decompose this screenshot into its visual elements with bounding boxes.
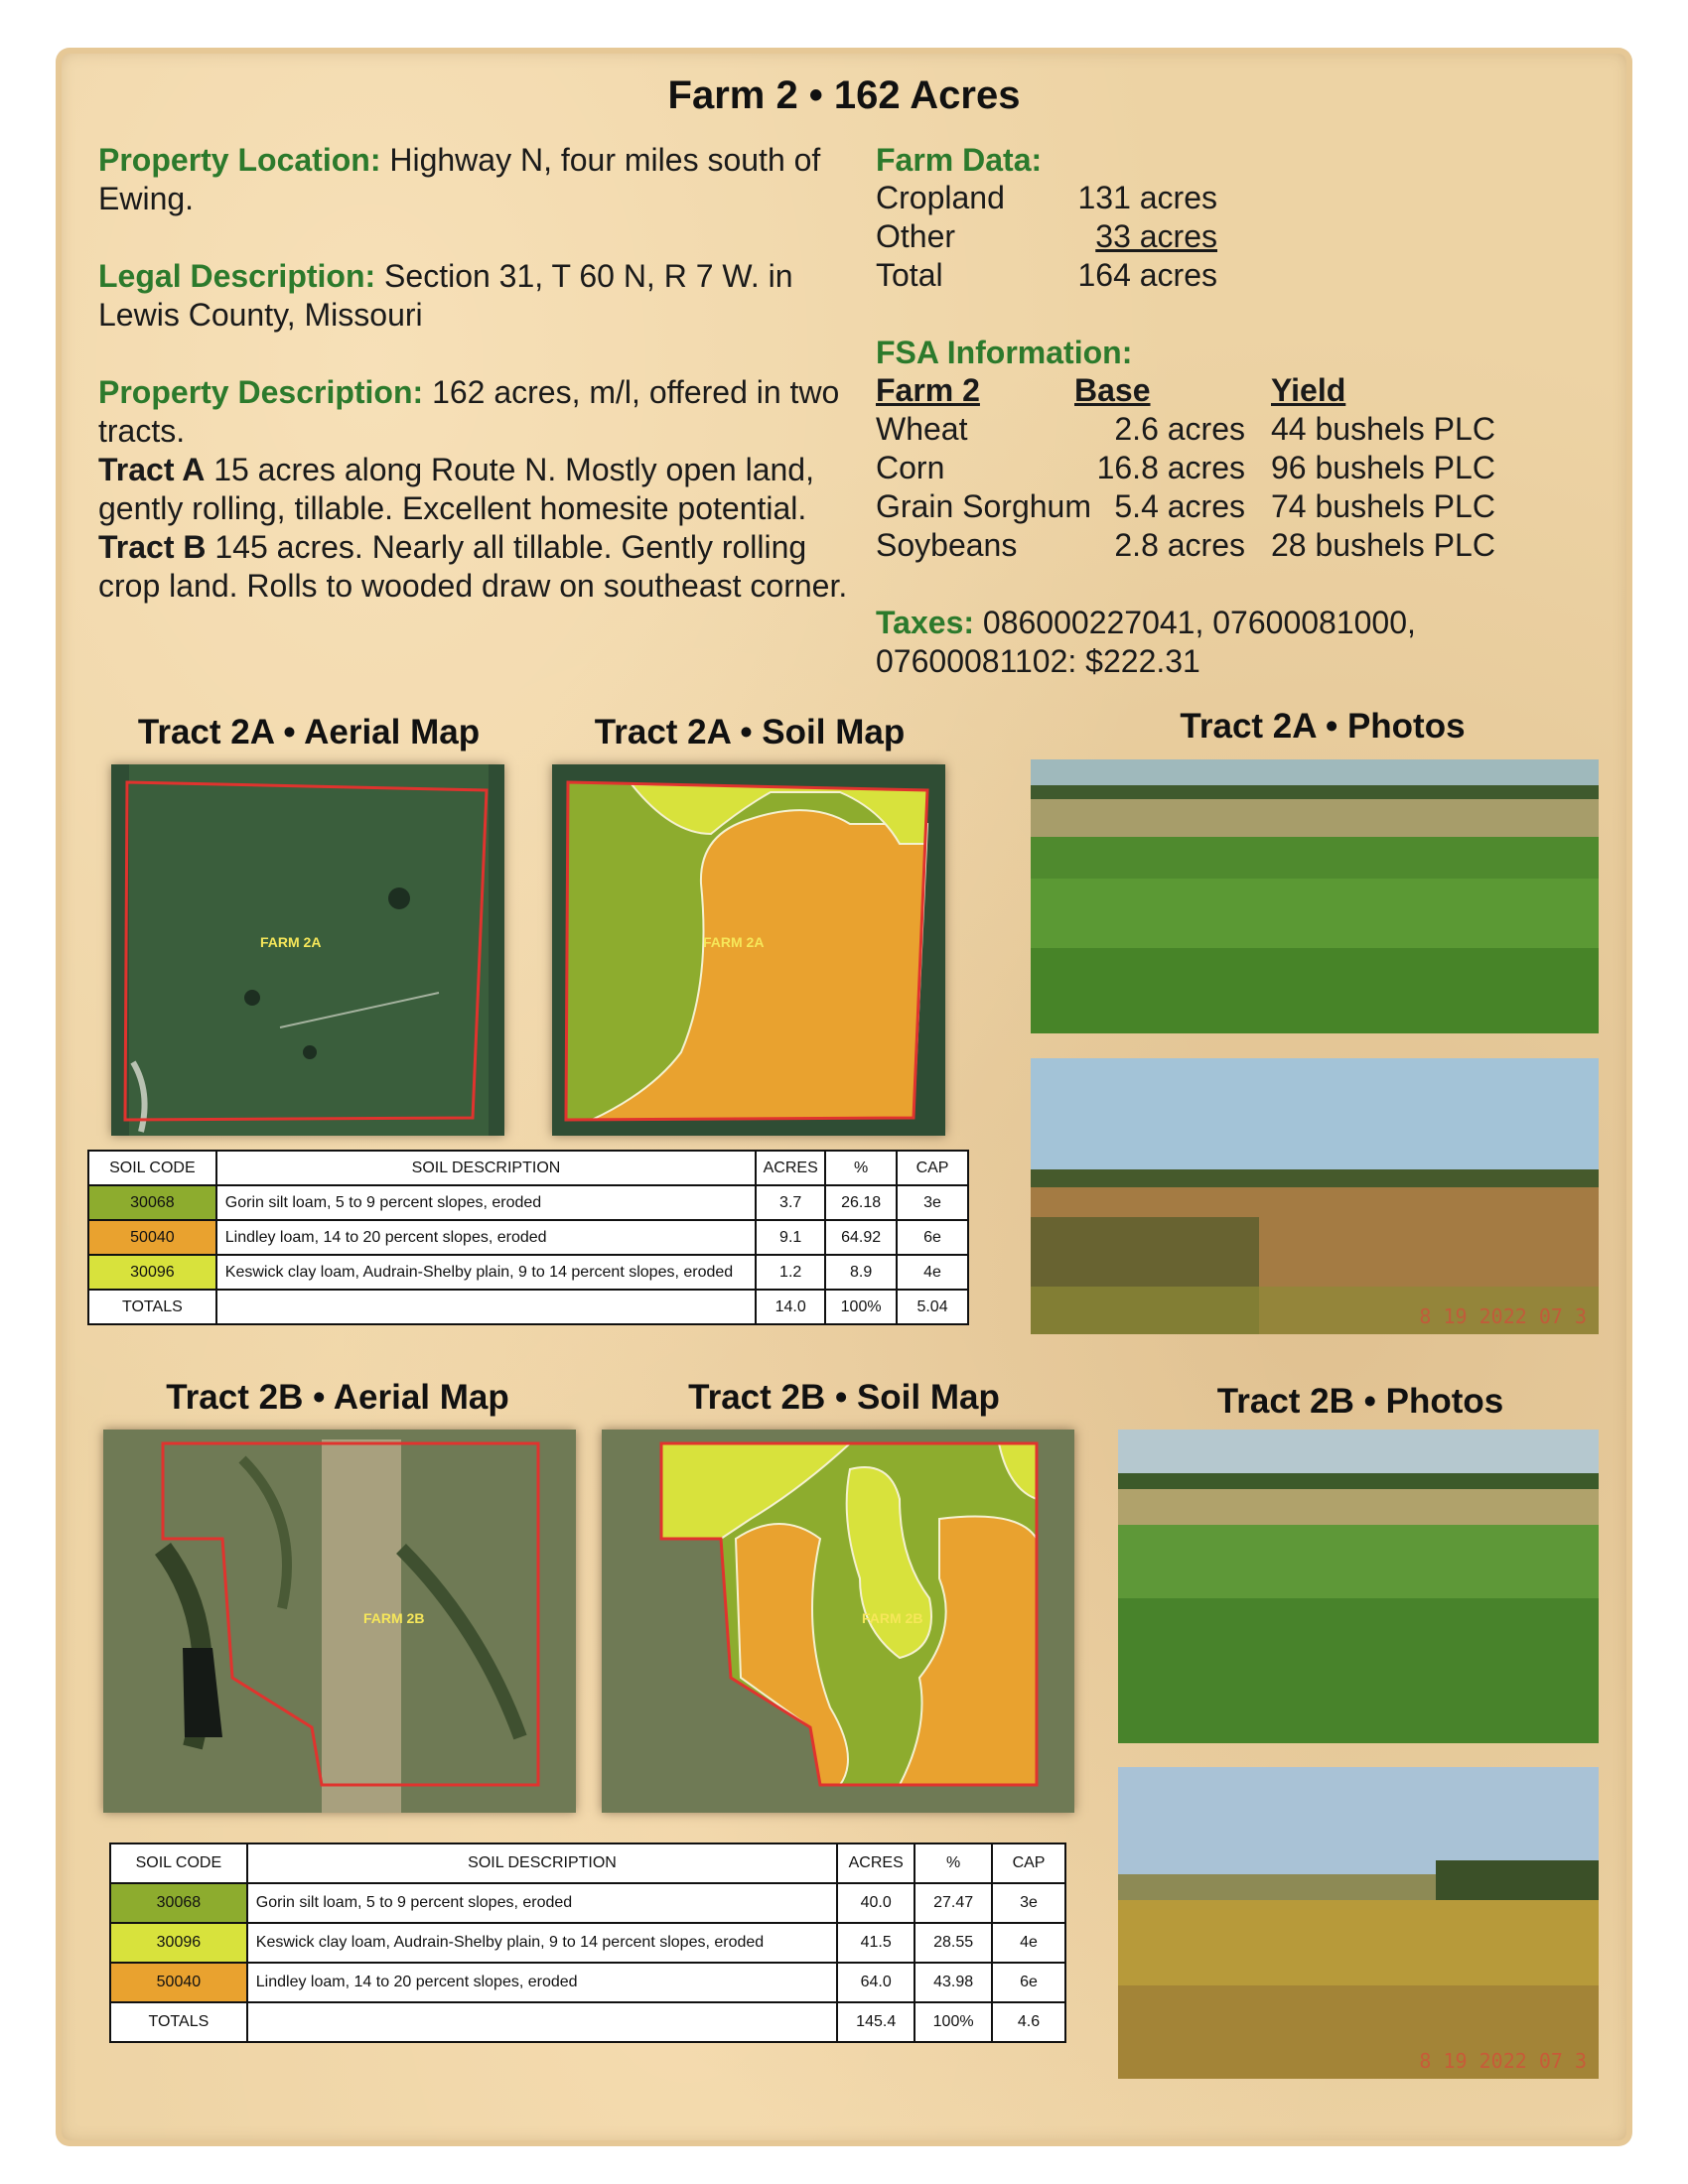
totals-percent: 100% [825, 1290, 897, 1324]
tract-2b-aerial-title: Tract 2B • Aerial Map [166, 1378, 509, 1417]
tract-2a-photo-2-image [1031, 1058, 1599, 1334]
fsa-yield: 44 bushels PLC [1271, 411, 1495, 447]
percent-cell: 8.9 [825, 1255, 897, 1290]
acres-cell: 40.0 [837, 1883, 914, 1923]
soil-description-cell: Lindley loam, 14 to 20 percent slopes, eroded [216, 1220, 756, 1255]
soil-code-cell: 30096 [88, 1255, 216, 1290]
fsa-yield: 28 bushels PLC [1271, 527, 1495, 563]
header-percent: % [914, 1843, 992, 1883]
tract-2a-photos-title: Tract 2A • Photos [1180, 707, 1466, 746]
tract-2a-soil-title: Tract 2A • Soil Map [594, 713, 906, 751]
table-header-row [88, 1151, 968, 1185]
tract-2a-photo-2 [1031, 1058, 1599, 1334]
fsa-crop: Wheat [876, 411, 968, 447]
tract-2a-aerial-title: Tract 2A • Aerial Map [137, 713, 481, 751]
fsa-crop: Soybeans [876, 527, 1018, 563]
acres-cell: 9.1 [756, 1220, 825, 1255]
header-soil-description: SOIL DESCRIPTION [216, 1151, 756, 1185]
totals-label: TOTALS [110, 2002, 247, 2042]
farm-data-name: Cropland [876, 180, 1005, 215]
fsa-base: 5.4 acres [1114, 488, 1245, 524]
percent-cell: 28.55 [914, 1923, 992, 1963]
header-acres: ACRES [837, 1843, 914, 1883]
totals-percent: 100% [914, 2002, 992, 2042]
acres-cell: 41.5 [837, 1923, 914, 1963]
farm-data-value: 33 acres [1095, 218, 1217, 254]
percent-cell: 26.18 [825, 1185, 897, 1220]
soil-description-cell: Gorin silt loam, 5 to 9 percent slopes, eroded [216, 1185, 756, 1220]
farm-2a-aerial-label: FARM 2A [260, 934, 322, 950]
photo-date-stamp: 8 19 2022 07 3 [1419, 2049, 1587, 2073]
header-cap: CAP [992, 1843, 1065, 1883]
totals-row [110, 2002, 1065, 2042]
totals-blank [216, 1290, 756, 1324]
tract-2b-photos-title: Tract 2B • Photos [1216, 1382, 1504, 1421]
farm-data-value: 131 acres [1077, 180, 1217, 215]
fsa-heading: FSA Information: [876, 335, 1133, 370]
tract-2b-soil-title: Tract 2B • Soil Map [688, 1378, 1000, 1417]
tract-b-description: Tract B 145 acres. Nearly all tillable. Gently rolling crop land. Rolls to wooded draw on southeast corner. [98, 529, 848, 604]
farm-2a-soil-label: FARM 2A [703, 934, 765, 950]
tract-a-description: Tract A 15 acres along Route N. Mostly open land, gently rolling, tillable. Excellent homesite potential. [98, 452, 814, 526]
tract-2b-soil-table [109, 1843, 1066, 2043]
totals-label: TOTALS [88, 1290, 216, 1324]
soil-code-cell: 50040 [110, 1963, 247, 2002]
totals-cap: 4.6 [992, 2002, 1065, 2042]
fsa-header: Farm 2 [876, 372, 980, 408]
totals-blank [247, 2002, 837, 2042]
tract-2b-photo-2-image [1118, 1767, 1599, 2079]
totals-cap: 5.04 [897, 1290, 968, 1324]
cap-cell: 6e [992, 1963, 1065, 2002]
percent-cell: 64.92 [825, 1220, 897, 1255]
left-column [98, 141, 853, 606]
soil-description-cell: Keswick clay loam, Audrain-Shelby plain, 9 to 14 percent slopes, eroded [216, 1255, 756, 1290]
fsa-base: 2.6 acres [1114, 411, 1245, 447]
table-row [88, 1255, 968, 1290]
legal-description: Legal Description: Section 31, T 60 N, R 7 W. in Lewis County, Missouri [98, 258, 793, 333]
table-row [88, 1220, 968, 1255]
farm-data-name: Total [876, 257, 943, 293]
totals-row [88, 1290, 968, 1324]
fsa-header: Yield [1271, 372, 1346, 408]
fsa-crop: Grain Sorghum [876, 488, 1091, 524]
fsa-yield: 74 bushels PLC [1271, 488, 1495, 524]
tract-2b-photo-1 [1118, 1430, 1599, 1743]
farm-data-name: Other [876, 218, 956, 254]
header-percent: % [825, 1151, 897, 1185]
page-title: Farm 2 • 162 Acres [667, 73, 1021, 117]
property-location: Property Location: Highway N, four miles south of Ewing. [98, 142, 821, 216]
fsa-base: 2.8 acres [1114, 527, 1245, 563]
soil-code-cell: 30096 [110, 1923, 247, 1963]
acres-cell: 3.7 [756, 1185, 825, 1220]
soil-code-cell: 30068 [88, 1185, 216, 1220]
soil-description-cell: Keswick clay loam, Audrain-Shelby plain, 9 to 14 percent slopes, eroded [247, 1923, 837, 1963]
table-header-row [110, 1843, 1065, 1883]
soil-description-cell: Gorin silt loam, 5 to 9 percent slopes, eroded [247, 1883, 837, 1923]
tract-2a-aerial-map [111, 764, 504, 1136]
tract-2b-soil-map [602, 1430, 1074, 1813]
farm-data-heading: Farm Data: [876, 142, 1043, 178]
fsa-base: 16.8 acres [1096, 450, 1245, 485]
tract-2b-photo-1-image [1118, 1430, 1599, 1743]
percent-cell: 27.47 [914, 1883, 992, 1923]
farm-2b-aerial-label: FARM 2B [363, 1610, 425, 1626]
taxes: Taxes: 086000227041, 07600081000, 07600081102: $222.31 [876, 605, 1416, 679]
cap-cell: 6e [897, 1220, 968, 1255]
cap-cell: 3e [992, 1883, 1065, 1923]
cap-cell: 4e [992, 1923, 1065, 1963]
tract-2a-soil-map [552, 764, 945, 1136]
cap-cell: 3e [897, 1185, 968, 1220]
photo-date-stamp: 8 19 2022 07 3 [1419, 1304, 1587, 1328]
farm-data-value: 164 acres [1077, 257, 1217, 293]
acres-cell: 1.2 [756, 1255, 825, 1290]
soil-code-cell: 50040 [88, 1220, 216, 1255]
header-cap: CAP [897, 1151, 968, 1185]
table-row [110, 1963, 1065, 2002]
fsa-crop: Corn [876, 450, 945, 485]
table-row [110, 1883, 1065, 1923]
table-row [88, 1185, 968, 1220]
tract-2a-photo-1 [1031, 759, 1599, 1033]
tract-2a-soil-table [87, 1150, 969, 1325]
cap-cell: 4e [897, 1255, 968, 1290]
soil-description-cell: Lindley loam, 14 to 20 percent slopes, eroded [247, 1963, 837, 2002]
acres-cell: 64.0 [837, 1963, 914, 2002]
percent-cell: 43.98 [914, 1963, 992, 2002]
header-acres: ACRES [756, 1151, 825, 1185]
header-soil-description: SOIL DESCRIPTION [247, 1843, 837, 1883]
totals-acres: 145.4 [837, 2002, 914, 2042]
tract-2b-aerial-map [103, 1430, 576, 1813]
fsa-yield: 96 bushels PLC [1271, 450, 1495, 485]
property-description: Property Description: 162 acres, m/l, offered in two tracts. [98, 374, 840, 449]
tract-2a-photo-1-image [1031, 759, 1599, 1033]
header-soil-code: SOIL CODE [88, 1151, 216, 1185]
fsa-header: Base [1074, 372, 1151, 408]
totals-acres: 14.0 [756, 1290, 825, 1324]
header-soil-code: SOIL CODE [110, 1843, 247, 1883]
tract-2b-photo-2 [1118, 1767, 1599, 2079]
soil-code-cell: 30068 [110, 1883, 247, 1923]
table-row [110, 1923, 1065, 1963]
farm-2b-soil-label: FARM 2B [862, 1610, 923, 1626]
